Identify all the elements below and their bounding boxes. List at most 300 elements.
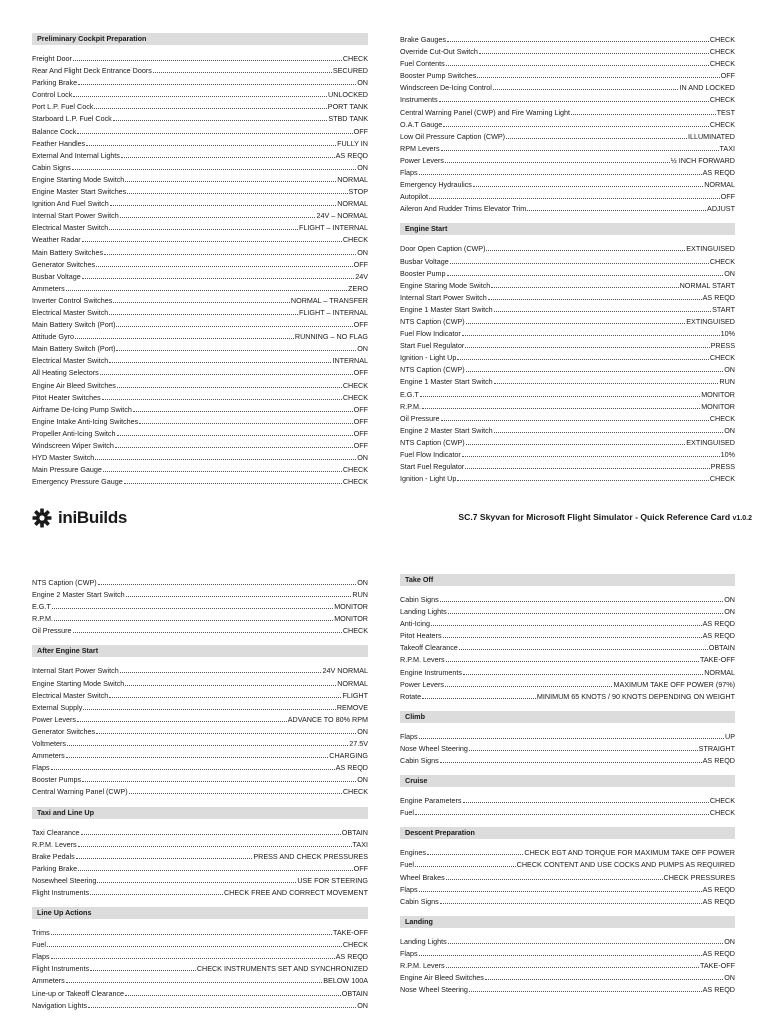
dot-leader [419, 947, 702, 956]
checklist-item-label: Feather Handles [32, 138, 86, 148]
checklist-item-label: Flaps [400, 731, 418, 741]
checklist-item [32, 926, 368, 938]
checklist-item-label: Oil Pressure [400, 413, 440, 423]
checklist-item-label: Override Cut-Out Switch [400, 47, 478, 57]
checklist-item [32, 737, 368, 749]
dot-leader [51, 950, 335, 959]
checklist-item-value: OFF [353, 368, 368, 378]
dot-leader [506, 130, 687, 139]
dot-leader [457, 472, 708, 481]
checklist-item [400, 93, 735, 105]
checklist-item-label: Main Battery Switch (Port) [32, 344, 116, 354]
checklist-item-label: Internal Start Power Switch [400, 292, 487, 302]
dot-leader [429, 190, 720, 199]
checklist-item-value: CHECK [342, 787, 368, 797]
checklist-item-label: Busbar Voltage [32, 271, 81, 281]
dot-leader [446, 57, 709, 66]
checklist-item [32, 391, 368, 403]
section [400, 223, 735, 484]
checklist-item-value: CHECK [342, 940, 368, 950]
checklist-item [32, 100, 368, 112]
checklist-item-value: SECURED [332, 66, 368, 76]
dot-leader [95, 451, 356, 460]
checklist-item-label: R.P.M. Levers [32, 839, 77, 849]
checklist-item-label: Rotate [400, 691, 422, 701]
section [400, 711, 735, 766]
checklist-item-value: NORMAL [704, 180, 735, 190]
checklist-item-label: Instruments [400, 95, 438, 105]
checklist-item-label: Fuel Flow Indicator [400, 450, 461, 459]
dot-leader [96, 725, 356, 734]
checklist-item-value: ON [724, 973, 735, 983]
dot-leader [109, 354, 331, 363]
checklist-item [400, 846, 735, 858]
checklist-item [32, 588, 368, 600]
checklist-item-label: Engine Instruments [400, 667, 462, 677]
checklist-item-value: TEST [716, 107, 735, 117]
dot-leader [117, 427, 353, 436]
checklist-item-value: 27.5V [349, 739, 368, 749]
checklist-item-value: UP [725, 731, 735, 741]
checklist-item-label: Engines [400, 848, 426, 858]
checklist-item-label: Main Battery Switches [32, 247, 104, 257]
dot-leader [78, 76, 356, 85]
dot-leader [450, 255, 709, 264]
dot-leader [443, 629, 702, 638]
checklist-item-label: Door Open Caption (CWP) [400, 244, 486, 254]
checklist-item-label: Anti-Icing [400, 619, 430, 629]
checklist-item-label: Electrical Master Switch [32, 307, 109, 317]
checklist-item-value: NORMAL [704, 667, 735, 677]
checklist-item [400, 142, 735, 154]
checklist-item [32, 749, 368, 761]
brand-logo [32, 507, 127, 529]
checklist-item-value: AS REQD [335, 763, 368, 773]
checklist-item [32, 773, 368, 785]
checklist-item-value: ON [724, 595, 735, 604]
checklist-item [32, 173, 368, 185]
checklist-item-value: REMOVE [336, 702, 368, 712]
dot-leader [465, 460, 709, 469]
checklist-item-label: Busbar Voltage [400, 256, 449, 266]
section [32, 33, 368, 487]
dot-leader [116, 318, 352, 327]
checklist-item [400, 166, 735, 178]
dot-leader [78, 862, 352, 871]
dot-leader [125, 173, 336, 182]
dot-leader [443, 118, 709, 127]
checklist-item [400, 400, 735, 412]
dot-leader [127, 185, 347, 194]
checklist-item-label: NTS Caption (CWP) [32, 578, 97, 587]
checklist-item-label: Emergency Hydraulics [400, 180, 472, 190]
checklist-item-label: Inverter Control Switches [32, 295, 113, 305]
checklist-item [32, 330, 368, 342]
checklist-item [32, 624, 368, 636]
dot-leader [457, 351, 708, 360]
dot-leader [415, 806, 709, 815]
checklist-item [32, 354, 368, 366]
checklist-item-value: NORMAL [337, 199, 368, 209]
dot-leader [90, 962, 196, 971]
checklist-item-value: AS REQD [702, 168, 735, 178]
checklist-item-label: Ignition - Light Up [400, 353, 457, 363]
checklist-item-value: AS REQD [702, 292, 735, 302]
dot-leader [102, 391, 342, 400]
checklist-item-label: Engine Starting Mode Switch [32, 174, 125, 184]
checklist-item-value: AS REQD [702, 985, 735, 995]
checklist-item [32, 52, 368, 64]
checklist-item-value: ON [357, 344, 368, 354]
dot-leader [439, 93, 709, 102]
checklist-item-value: RUN [719, 377, 735, 387]
checklist-item-label: Airframe De-Icing Pump Switch [32, 404, 132, 414]
checklist-item-value: OFF [353, 126, 368, 136]
section-header: Landing [400, 916, 735, 928]
checklist-item-value: ZERO [348, 283, 368, 293]
checklist-item [400, 375, 735, 387]
checklist-item-value: CHECK [709, 47, 735, 57]
checklist-item-label: Pitot Heater Switches [32, 392, 101, 402]
checklist-item-label: Low Oil Pressure Caption (CWP) [400, 131, 506, 141]
card1-left-column [32, 33, 368, 496]
checklist-item-label: O.A.T Gauge [400, 119, 443, 129]
checklist-item-value: OFF [353, 320, 368, 330]
checklist-item-label: Weather Radar [32, 235, 81, 245]
dot-leader [110, 197, 337, 206]
checklist-item-label: Electrical Master Switch [32, 690, 109, 700]
checklist-item [32, 838, 368, 850]
checklist-item-label: Booster Pumps [32, 775, 82, 785]
checklist-item-value: CHECK PRESSURES [663, 872, 735, 882]
checklist-item [400, 69, 735, 81]
checklist-item [32, 962, 368, 974]
checklist-item-value: 24V [355, 271, 368, 281]
checklist-item-label: E.G.T [32, 602, 51, 612]
checklist-item [400, 202, 735, 214]
checklist-item-label: Freight Door [32, 54, 72, 63]
checklist-item-label: Engine Air Bleed Switches [32, 380, 116, 390]
checklist-item-value: CHECK INSTRUMENTS SET AND SYNCHRONIZED [196, 964, 368, 974]
checklist-item [400, 593, 735, 605]
checklist-item-label: Cabin Signs [400, 756, 439, 766]
dot-leader [494, 375, 719, 384]
dot-leader [466, 315, 686, 324]
dot-leader [446, 959, 699, 968]
checklist-item [400, 605, 735, 617]
checklist-item-label: Main Battery Switch (Port) [32, 320, 116, 330]
checklist-item-value: CHECK [342, 465, 368, 475]
checklist-item [32, 874, 368, 886]
dot-leader [66, 282, 347, 291]
dot-leader [120, 664, 322, 673]
dot-leader [133, 403, 353, 412]
dot-leader [488, 291, 702, 300]
checklist-item-value: CHECK [709, 256, 735, 266]
section-header: Preliminary Cockpit Preparation [32, 33, 368, 45]
checklist-item [400, 363, 735, 375]
checklist-item [32, 379, 368, 391]
checklist-item-label: Internal Start Power Switch [32, 666, 119, 676]
checklist-item [32, 197, 368, 209]
dot-leader [120, 209, 316, 218]
dot-leader [477, 69, 719, 78]
checklist-item-label: Power Levers [32, 714, 76, 724]
checklist-item [32, 161, 368, 173]
brand-name: iniBuilds [58, 508, 128, 527]
checklist-item-label: Start Fuel Regulator [400, 462, 465, 472]
checklist-item-value: CHECK CONTENT AND USE COCKS AND PUMPS AS REQUIRED [516, 860, 735, 870]
dot-leader [419, 166, 702, 175]
checklist-item-label: Fuel Flow Indicator [400, 329, 461, 339]
checklist-item [32, 677, 368, 689]
dot-leader [83, 701, 336, 710]
checklist-item [32, 826, 368, 838]
checklist-item [32, 149, 368, 161]
checklist-item-label: Cabin Signs [32, 162, 71, 172]
checklist-item [400, 303, 735, 315]
dot-leader [109, 221, 298, 230]
checklist-item-value: ON [724, 607, 735, 617]
checklist-item-label: Nose Wheel Steering [400, 985, 468, 995]
checklist-item-label: Electrical Master Switch [32, 223, 109, 233]
checklist-item-value: ON [357, 453, 368, 463]
dot-leader [124, 475, 342, 484]
checklist-item-label: R.P.M. [32, 614, 54, 624]
checklist-item-value: CHECK [709, 119, 735, 129]
dot-leader [493, 81, 679, 90]
checklist-item [32, 185, 368, 197]
dot-leader [465, 339, 709, 348]
checklist-item [400, 242, 735, 254]
checklist-item [400, 339, 735, 351]
checklist-item-value: 10% [720, 329, 735, 339]
checklist-item-label: Internal Start Power Switch [32, 211, 119, 221]
dot-leader [419, 883, 702, 892]
dot-leader [104, 246, 356, 255]
dot-leader [125, 987, 341, 996]
checklist-item-label: External Supply [32, 702, 83, 712]
checklist-item-label: Rear And Flight Deck Entrance Doors [32, 66, 152, 76]
checklist-item-label: RPM Levers [400, 143, 440, 153]
checklist-item-label: Wheel Brakes [400, 872, 445, 882]
checklist-item-label: Starboard L.P. Fuel Cock [32, 114, 112, 124]
checklist-item-value: EXTINGUISED [686, 437, 735, 447]
checklist-item [400, 617, 735, 629]
dot-leader [419, 730, 724, 739]
dot-leader [97, 874, 296, 883]
checklist-item-value: MAXIMUM TAKE OFF POWER (97%) [613, 679, 735, 689]
checklist-item-label: Flight Instruments [32, 887, 90, 897]
dot-leader [447, 267, 724, 276]
checklist-item-value: AS REQD [702, 948, 735, 958]
checklist-item-value: CHARGING [329, 751, 368, 761]
dot-leader [469, 983, 702, 992]
dot-leader [73, 88, 327, 97]
section [400, 33, 735, 214]
checklist-item-value: CHECK [709, 413, 735, 423]
checklist-item-value: FLIGHT – INTERNAL [299, 223, 368, 233]
checklist-item-label: Generator Switches [32, 259, 96, 269]
checklist-item-label: Start Fuel Regulator [400, 341, 465, 351]
dot-leader [109, 306, 298, 315]
checklist-item [400, 794, 735, 806]
dot-leader [103, 463, 342, 472]
checklist-item-value: MINIMUM 65 KNOTS / 90 KNOTS DEPENDING ON WEIGHT [536, 691, 735, 701]
dot-leader [445, 154, 670, 163]
dot-leader [469, 742, 698, 751]
checklist-item [32, 451, 368, 463]
dot-leader [139, 415, 352, 424]
checklist-item [32, 76, 368, 88]
checklist-item-label: External And Internal Lights [32, 150, 120, 160]
checklist-item [400, 641, 735, 653]
checklist-item-value: OFF [720, 71, 735, 81]
checklist-item [32, 600, 368, 612]
checklist-item [32, 306, 368, 318]
checklist-item-label: Central Warning Panel (CWP) and Fire Warning Light [400, 107, 571, 117]
checklist-item [32, 246, 368, 258]
checklist-item-label: Generator Switches [32, 726, 96, 736]
checklist-item [400, 106, 735, 118]
dot-leader [485, 971, 723, 980]
dot-leader [473, 178, 703, 187]
checklist-item-label: NTS Caption (CWP) [400, 316, 465, 326]
checklist-item-label: Engine 2 Master Start Switch [400, 425, 493, 435]
dot-leader [90, 886, 223, 895]
checklist-item-value: FLIGHT – INTERNAL [299, 307, 368, 317]
checklist-item-label: Engine Master Start Switches [32, 187, 127, 197]
checklist-item [400, 130, 735, 142]
checklist-item-label: Windscreen De-Icing Control [400, 83, 492, 93]
checklist-item [400, 267, 735, 279]
checklist-item-value: 24V – NORMAL [316, 211, 368, 221]
checklist-item-value: CHECK [342, 626, 368, 636]
checklist-item [400, 118, 735, 130]
dot-leader [446, 871, 663, 880]
checklist-item-value: CHECK [342, 392, 368, 402]
checklist-item-value: ON [357, 162, 368, 172]
checklist-item [400, 629, 735, 641]
checklist-item [32, 112, 368, 124]
checklist-item [400, 947, 735, 959]
checklist-item [32, 850, 368, 862]
dot-leader [66, 974, 323, 983]
checklist-item-label: Fuel [400, 808, 414, 818]
checklist-item [32, 987, 368, 999]
checklist-item [400, 472, 735, 484]
checklist-item-label: NTS Caption (CWP) [400, 365, 465, 375]
checklist-item-value: UNLOCKED [328, 90, 368, 100]
checklist-item-label: Flaps [400, 884, 418, 894]
checklist-item-label: R.P.M. Levers [400, 655, 445, 665]
dot-leader [77, 125, 352, 134]
section [32, 576, 368, 636]
dot-leader [466, 363, 724, 372]
card2-right-column [400, 574, 735, 1004]
dot-leader [88, 999, 356, 1008]
dot-leader [75, 330, 294, 339]
dot-leader [67, 737, 348, 746]
checklist-item-value: FULLY IN [337, 138, 368, 148]
checklist-item [32, 713, 368, 725]
checklist-item-label: Takeoff Clearance [400, 643, 458, 653]
checklist-item-value: CHECK FREE AND CORRECT MOVEMENT [223, 887, 368, 897]
checklist-item-label: Parking Brake [32, 863, 78, 873]
checklist-item-label: Autopilot [400, 192, 428, 202]
dot-leader [448, 605, 723, 614]
checklist-item-value: AS REQD [702, 756, 735, 766]
checklist-item [400, 653, 735, 665]
checklist-item [32, 862, 368, 874]
checklist-item-label: Brake Gauges [400, 35, 446, 44]
checklist-item-label: Engine Starting Mode Switch [32, 678, 125, 688]
dot-leader [54, 612, 333, 621]
checklist-item-label: Engine Intake Anti-Icing Switches [32, 416, 139, 426]
checklist-item [32, 270, 368, 282]
section-header: After Engine Start [32, 645, 368, 657]
checklist-item-value: ON [724, 936, 735, 946]
checklist-item [400, 154, 735, 166]
checklist-item-label: Engine Parameters [400, 796, 462, 806]
checklist-item [32, 125, 368, 137]
checklist-item [400, 858, 735, 870]
card-title-text: SC.7 Skyvan for Microsoft Flight Simulator - Quick Reference Card [458, 512, 731, 522]
checklist-item-label: Fuel [32, 940, 46, 950]
dot-leader [73, 52, 342, 61]
checklist-item-value: AS REQD [335, 952, 368, 962]
checklist-item [32, 576, 368, 588]
checklist-item [32, 689, 368, 701]
checklist-item-value: AS REQD [702, 896, 735, 906]
checklist-item-label: Ammeters [32, 976, 65, 986]
checklist-item-value: AS REQD [702, 619, 735, 629]
checklist-item [32, 282, 368, 294]
checklist-item-value: OBTAIN [341, 827, 368, 837]
section [32, 907, 368, 1011]
dot-leader [125, 677, 336, 686]
checklist-item-label: Ammeters [32, 283, 65, 293]
dot-leader [491, 279, 678, 288]
dot-leader [129, 785, 342, 794]
checklist-item-value: CHECK EGT AND TORQUE FOR MAXIMUM TAKE OFF POWER [524, 848, 735, 858]
checklist-item-label: Flight Instruments [32, 964, 90, 974]
checklist-item [400, 666, 735, 678]
checklist-item [400, 959, 735, 971]
checklist-item [32, 974, 368, 986]
checklist-item-value: ON [724, 425, 735, 435]
checklist-item-value: ADVANCE TO 80% RPM [287, 714, 368, 724]
checklist-item-value: RUNNING – NO FLAG [294, 332, 368, 342]
checklist-item-value: OFF [353, 428, 368, 438]
checklist-item-label: Ammeters [32, 751, 65, 761]
checklist-item-value: OFF [353, 441, 368, 450]
checklist-item [32, 233, 368, 245]
dot-leader [494, 424, 724, 433]
checklist-item-label: E.G.T [400, 389, 419, 399]
checklist-item-label: Emergency Pressure Gauge [32, 477, 123, 487]
checklist-item-label: Engine 1 Master Start Switch [400, 377, 493, 387]
checklist-item [400, 388, 735, 400]
checklist-item-value: ON [724, 268, 735, 278]
dot-leader [448, 935, 723, 944]
section-header: Climb [400, 711, 735, 723]
checklist-item-label: Brake Pedals [32, 851, 75, 861]
checklist-item-value: CHECK [709, 808, 735, 818]
checklist-item [400, 742, 735, 754]
checklist-item-value: CHECK [342, 380, 368, 390]
checklist-item-value: NORMAL [337, 678, 368, 688]
